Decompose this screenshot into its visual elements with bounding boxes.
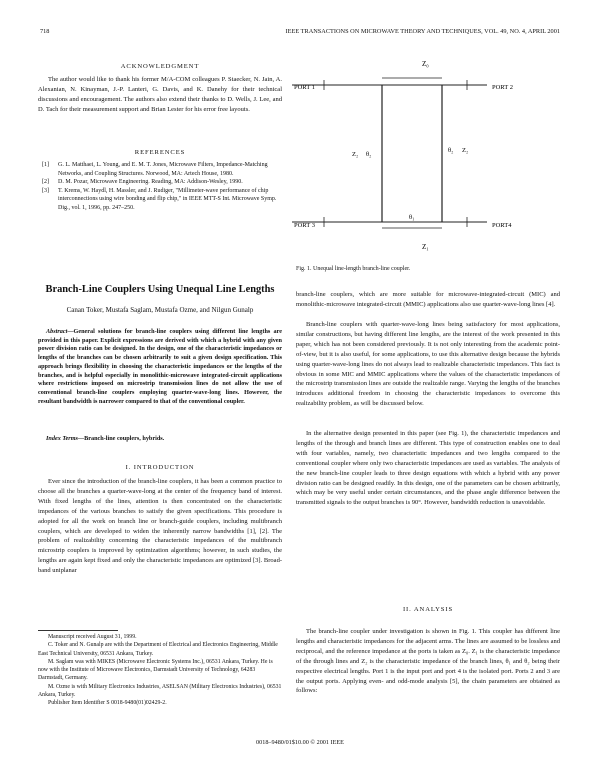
references-heading: REFERENCES xyxy=(134,149,186,156)
right-column-paragraph-2: Branch-line couplers with quarter-wave-long lines being satisfactory for most applications, similar constructions, but having different line lengths, are the interest of the work presented in this paper, which has not been considered previously. It is not only interesting from the academic point-of-view, but it is also useful, for some applications, to use this alternative design because the hybrids using quarter-wave-long lines do not always lead to realizable characteristic impedances. This fact is obvious in some MIC and MMIC applications where the values of the characteristic impedances of the microstrip transmission lines are outside the realizable range. Varying the lengths of the branches introduces additional freedom in choosing the characteristic impedances to overcome this realizability problem, as will be discussed below. xyxy=(296,321,560,408)
footnote: Manuscript received August 31, 1999. xyxy=(48,634,137,640)
z1-bottom-label: Z₁ xyxy=(422,243,429,251)
footnote: M. Ozme is with Military Electronics Industries, ASELSAN (Military Electronics Industries), 06531 Ankara, Turkey. xyxy=(38,683,282,699)
page-number: 718 xyxy=(40,28,50,35)
branch-line-coupler-figure xyxy=(292,52,562,262)
footnote: M. Saglam was with MIKES (Microwave Electronic Systems Inc.), 06531 Ankara, Turkey. He is now with the Institute of Microwave Electronics, Darmstadt University of Technology, 64283 Darmstadt, Germany. xyxy=(38,658,273,682)
reference-text: T. Krems, W. Haydl, H. Massler, and J. Rudiger, "Millimeter-wave performance of chip interconnections using wire bonding and flip chip," in IEEE MTT-S Int. Microwave Symp. Dig., vol. 1, 1996, pp. 247–250. xyxy=(58,187,277,211)
z2-left-label: Z₂ xyxy=(352,151,359,158)
acknowledgment-text: The author would like to thank his former M/A-COM colleagues P. Staecker, N. Jain, A. Alexanian, N. Kinayman, J.-P. Lanteri, G. Davis, and K. Danehy for their technical discussions and encouragement. The authors also extend their thanks to D. Wells, J. Lee, and D. Tach for their measurement support and Brian Lester for his error free layouts. xyxy=(38,76,282,113)
reference-number: [3] xyxy=(42,187,49,194)
index-terms-text: Branch-line couplers, hybrids. xyxy=(84,435,165,442)
analysis-heading: II. ANALYSIS xyxy=(402,606,454,613)
port3-label: PORT 3 xyxy=(294,222,315,229)
reference-item xyxy=(38,187,282,213)
journal-header: IEEE TRANSACTIONS ON MICROWAVE THEORY AND TECHNIQUES, VOL. 49, NO. 4, APRIL 2001 xyxy=(285,28,560,35)
paper-authors: Canan Toker, Mustafa Saglam, Mustafa Ozme, and Nilgun Gunalp xyxy=(66,306,254,314)
introduction-text: Ever since the introduction of the branch-line couplers, it has been a common practice to choose all the branches a quarter-wave-long at the center of the frequency band of interest. With fixed lengths of the lines, attention is then concentrated on the characteristic impedances of the various branches to satisfy the given specifications. This procedure is adopted for all the work on branch line or branch-guide couplers, including multibranch couplers, which are developed to widen the inherently narrow bandwidths [1], [2]. The problem of realizability concerning the characteristic impedances of the multibranch microstrip couplers is improved by optimization algorithms; however, in such studies, the lengths are again kept fixed and only the characteristic impedances are optimized [3]. Broad-band uniplanar xyxy=(38,478,282,575)
footnote: C. Toker and N. Gunalp are with the Department of Electrical and Electronics Engineering, Middle East Technical University, 06531 Ankara, Turkey. xyxy=(38,642,278,657)
port1-label: PORT 1 xyxy=(294,84,315,91)
copyright-footer: 0018–9480/01$10.00 © 2001 IEEE xyxy=(256,739,344,746)
index-terms xyxy=(38,435,282,442)
index-terms-label: Index Terms— xyxy=(46,435,85,442)
reference-text: D. M. Pozar, Microwave Engineering. Reading, MA: Addison-Wesley, 1990. xyxy=(58,179,243,186)
z2-right-label: Z₂ xyxy=(462,147,469,154)
footnote-divider xyxy=(38,630,118,631)
figure-caption: Fig. 1. Unequal line-length branch-line coupler. xyxy=(296,266,411,272)
reference-item xyxy=(38,178,282,187)
reference-list xyxy=(38,161,282,213)
theta1-label: θ₁ xyxy=(409,214,415,221)
theta2-right-label: θ₂ xyxy=(448,147,454,154)
reference-item xyxy=(38,161,282,178)
abstract-text: General solutions for branch-line couplers using different line lengths are provided in this paper. Explicit expressions are derived with which a hybrid with any given power division ratio can be designed. In the design, one of the characteristic impedances or lengths of the branches can be chosen arbitrarily to suit a given design specification. This approach brings flexibility in choosing the characteristic impedances or the lengths of the branches, and is helpful especially in monolithic-microwave integrated-circuit applications where restrictions imposed on microstrip transmission lines do not allow the use of conventional branch-line couplers employing quarter-wave-long lines. However, the resultant bandwidth is narrower compared to that of the conventional coupler. xyxy=(38,328,282,405)
footnote: Publisher Item Identifier S 0018-9480(01)02429-2. xyxy=(48,700,167,707)
abstract-block xyxy=(38,328,282,406)
paper-title: Branch-Line Couplers Using Unequal Line Lengths xyxy=(45,284,275,295)
right-column-paragraph-3: In the alternative design presented in this paper (see Fig. 1), the characteristic impedances and lengths of the through and branch lines are different. This type of construction enables one to deal with four variables, namely, two characteristic impedances and two lengths compared to the conventional coupler where only two characteristic impedances are used as variables. The analysis of the new branch-line coupler leads to three design equations with which a hybrid with any power division ratio can be designed readily. In this design, one of the parameters can be chosen arbitrarily, which may be very useful under certain circumstances, and the phase angle difference between the transmitted signals to the output branches is 90°. However, bandwidth reduction is unavoidable. xyxy=(296,430,560,507)
z0-top-label: Z₀ xyxy=(422,60,429,68)
introduction-heading: I. INTRODUCTION xyxy=(125,464,195,471)
reference-text: G. L. Matthaei, L. Young, and E. M. T. Jones, Microwave Filters, Impedance-Matching Networks, and Coupling Structures. Norwood, MA: Artech House, 1980. xyxy=(58,162,268,177)
theta2-left-label: θ₂ xyxy=(366,151,372,158)
reference-number: [2] xyxy=(42,179,49,186)
port4-label: PORT4 xyxy=(492,222,512,229)
footnotes xyxy=(38,633,282,708)
reference-number: [1] xyxy=(42,162,49,168)
right-column-paragraph-1: branch-line couplers, which are more suitable for microwave-integrated-circuit (MIC) and monolithic-microwave integrated-circuit (MMIC) applications also use quarter-wave-long lines [4]. xyxy=(296,291,560,308)
port2-label: PORT 2 xyxy=(492,84,513,91)
analysis-text: The branch-line coupler under investigation is shown in Fig. 1. This coupler has different line lengths and characteristic impedances for the adjacent arms. The lines are assumed to be lossless and reciprocal, and the reference impedance at the ports is taken as Z₀. Z₁ is the characteristic impedance of the through lines and Z₂ is the characteristic impedance of the branch lines, θ₁ and θ₂ being their respective electrical lengths. Port 1 is the input port and port 4 is the isolated port. Ports 2 and 3 are the output ports. Applying even- and odd-mode analysis [5], the chain parameters are obtained as follows: xyxy=(296,628,560,695)
acknowledgment-heading: ACKNOWLEDGMENT xyxy=(120,63,200,70)
abstract-label: Abstract— xyxy=(46,328,74,335)
